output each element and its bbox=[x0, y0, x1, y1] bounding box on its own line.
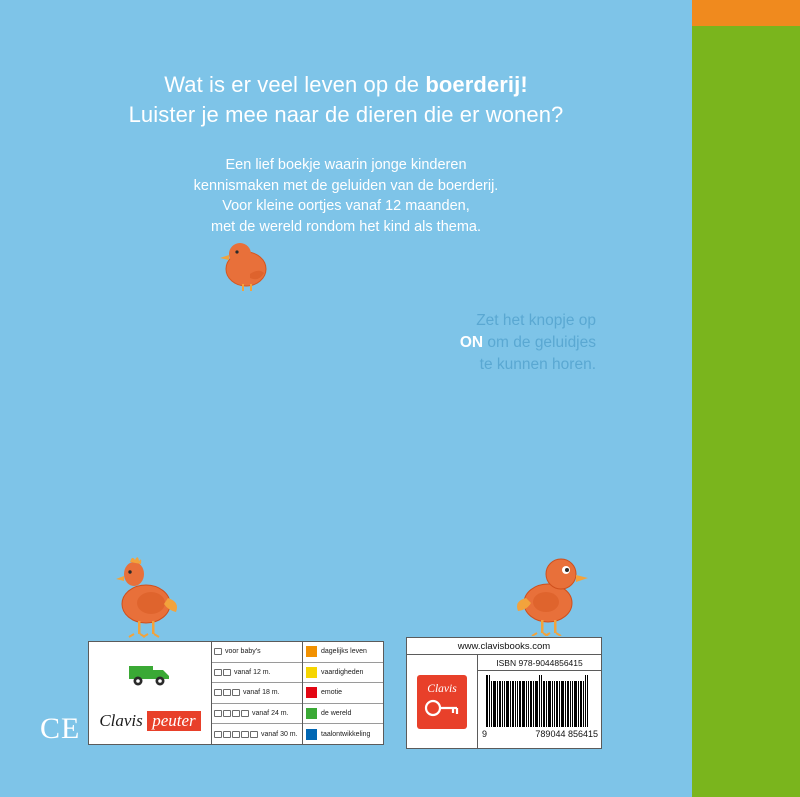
age-glyphs-4 bbox=[214, 710, 249, 717]
blurb-line-2: kennismaken met de geluiden van de boerderij. bbox=[193, 177, 499, 194]
age-glyphs-1 bbox=[214, 648, 222, 655]
blurb-text bbox=[96, 155, 596, 237]
age-label: vanaf 30 m. bbox=[261, 730, 298, 738]
blurb-line-3: Voor kleine oortjes vanaf 12 maanden, bbox=[222, 198, 470, 214]
blurb-line-1: Een lief boekje waarin jonge kinderen bbox=[225, 157, 467, 173]
theme-label: emotie bbox=[321, 689, 343, 697]
website-url: www.clavisbooks.com bbox=[407, 638, 601, 655]
age-row bbox=[212, 663, 302, 684]
headline-line1-b: boerderij! bbox=[425, 72, 528, 97]
chick-large-illustration bbox=[508, 548, 598, 636]
ean13-barcode bbox=[486, 675, 592, 727]
theme-column bbox=[303, 642, 383, 744]
key-icon bbox=[417, 695, 467, 721]
age-glyphs-2 bbox=[214, 669, 231, 676]
theme-label: de wereld bbox=[321, 710, 352, 718]
spine-top-accent bbox=[692, 0, 800, 26]
theme-label: taalontwikkeling bbox=[321, 730, 371, 738]
publisher-mark-cell bbox=[407, 655, 478, 749]
publisher-logo-cell bbox=[89, 642, 212, 744]
switch-on-label: ON bbox=[459, 334, 484, 351]
theme-swatch bbox=[306, 667, 317, 678]
ce-mark: CE bbox=[40, 712, 81, 745]
theme-row bbox=[303, 663, 383, 684]
age-column bbox=[212, 642, 303, 744]
isbn-text: ISBN 978-9044856415 bbox=[478, 655, 601, 671]
theme-swatch bbox=[306, 729, 317, 740]
ean-left-digit: 9 bbox=[482, 729, 488, 739]
age-label: vanaf 18 m. bbox=[243, 689, 280, 697]
switch-line-3: te kunnen horen. bbox=[479, 356, 596, 373]
ean-digits bbox=[480, 729, 600, 739]
truck-icon bbox=[127, 658, 173, 688]
age-row bbox=[212, 642, 302, 663]
age-label: vanaf 12 m. bbox=[234, 668, 271, 676]
switch-line-1: Zet het knopje op bbox=[476, 312, 596, 329]
clavis-key-wordmark: Clavis bbox=[427, 683, 457, 695]
clavis-logo bbox=[97, 711, 203, 731]
page-title bbox=[40, 70, 652, 130]
age-theme-label bbox=[88, 641, 384, 745]
blurb-line-4: met de wereld rondom het kind als thema. bbox=[211, 218, 481, 235]
clavis-key-logo bbox=[417, 675, 467, 729]
switch-line-2-rest: om de geluidjes bbox=[483, 334, 596, 351]
headline-line1-a: Wat is er veel leven op de bbox=[164, 72, 426, 97]
age-row bbox=[212, 683, 302, 704]
age-glyphs-5 bbox=[214, 731, 258, 738]
headline-line2: Luister je mee naar de dieren die er wonen? bbox=[128, 102, 564, 127]
chick-small-illustration bbox=[216, 236, 278, 294]
clavis-wordmark: Clavis bbox=[99, 711, 143, 730]
theme-row bbox=[303, 683, 383, 704]
ean-right-digits: 789044 856415 bbox=[535, 729, 598, 739]
theme-row bbox=[303, 704, 383, 725]
hen-illustration bbox=[104, 548, 188, 638]
age-glyphs-3 bbox=[214, 689, 240, 696]
spine-strip bbox=[692, 0, 800, 797]
barcode-block bbox=[406, 637, 602, 749]
theme-label: dagelijks leven bbox=[321, 648, 367, 656]
theme-row bbox=[303, 642, 383, 663]
theme-swatch bbox=[306, 687, 317, 698]
theme-row bbox=[303, 724, 383, 744]
theme-label: vaardigheden bbox=[321, 668, 364, 676]
age-row bbox=[212, 724, 302, 744]
switch-instruction bbox=[380, 310, 596, 376]
age-label: voor baby's bbox=[225, 648, 261, 656]
theme-swatch bbox=[306, 646, 317, 657]
imprint-badge: peuter bbox=[147, 711, 200, 731]
theme-swatch bbox=[306, 708, 317, 719]
barcode-cell bbox=[478, 655, 601, 749]
age-row bbox=[212, 704, 302, 725]
age-label: vanaf 24 m. bbox=[252, 710, 289, 718]
